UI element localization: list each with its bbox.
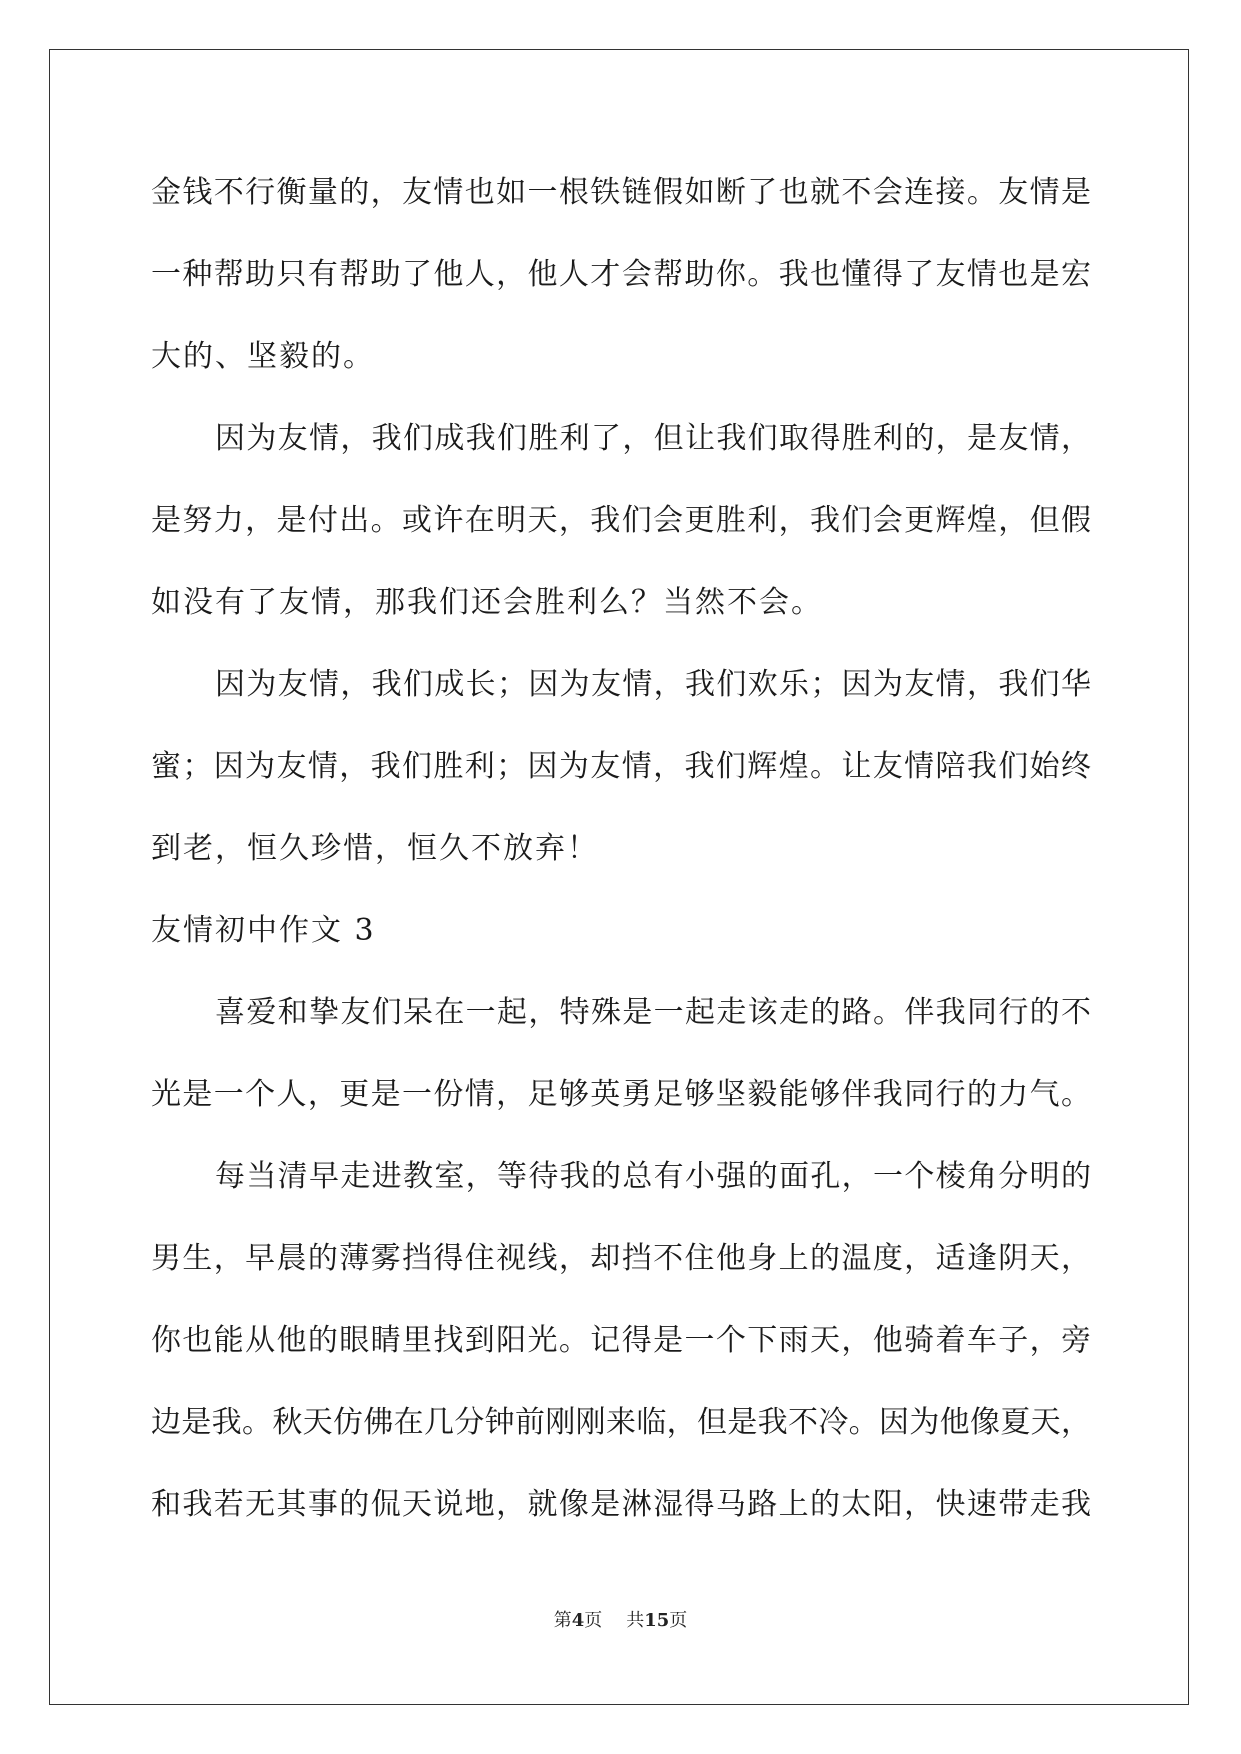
- text-line: 大的、坚毅的。: [151, 339, 375, 374]
- text-line: 你也能从他的眼睛里找到阳光。记得是一个下雨天，他骑着车子，旁: [151, 1323, 1091, 1358]
- current-page-number: 4: [571, 1610, 585, 1631]
- text-line: 喜爱和挚友们呆在一起，特殊是一起走该走的路。伴我同行的不: [215, 995, 1091, 1030]
- text-line: 边是我。秋天仿佛在几分钟前刚刚来临，但是我不冷。因为他像夏天，: [151, 1405, 1091, 1440]
- text-line: 一种帮助只有帮助了他人，他人才会帮助你。我也懂得了友情也是宏: [151, 257, 1091, 292]
- text-line: 每当清早走进教室，等待我的总有小强的面孔，一个棱角分明的: [215, 1159, 1091, 1194]
- text-line: 因为友情，我们成长；因为友情，我们欢乐；因为友情，我们华: [215, 667, 1091, 702]
- footer-prefix: 第: [553, 1610, 572, 1631]
- text-line: 金钱不行衡量的，友情也如一根铁链假如断了也就不会连接。友情是: [151, 175, 1091, 210]
- text-line: 光是一个人，更是一份情，足够英勇足够坚毅能够伴我同行的力气。: [151, 1077, 1091, 1112]
- footer-total-prefix: 共: [626, 1610, 645, 1631]
- footer-page-suffix: 页: [584, 1610, 603, 1631]
- section-heading: 友情初中作文 3: [151, 913, 376, 948]
- text-line: 男生，早晨的薄雾挡得住视线，却挡不住他身上的温度，适逢阴天，: [151, 1241, 1091, 1276]
- total-pages-number: 15: [644, 1610, 670, 1631]
- text-line: 蜜；因为友情，我们胜利；因为友情，我们辉煌。让友情陪我们始终: [151, 749, 1091, 784]
- text-line: 是努力，是付出。或许在明天，我们会更胜利，我们会更辉煌，但假: [151, 503, 1091, 538]
- document-body: [151, 158, 1091, 1552]
- page-footer: [0, 1606, 1241, 1632]
- footer-total-suffix: 页: [669, 1610, 688, 1631]
- text-line: 因为友情，我们成我们胜利了，但让我们取得胜利的，是友情，: [215, 421, 1091, 456]
- text-line: 和我若无其事的侃天说地，就像是淋湿得马路上的太阳，快速带走我: [151, 1487, 1091, 1522]
- text-line: 如没有了友情，那我们还会胜利么？当然不会。: [151, 585, 823, 620]
- text-line: 到老，恒久珍惜，恒久不放弃！: [151, 831, 599, 866]
